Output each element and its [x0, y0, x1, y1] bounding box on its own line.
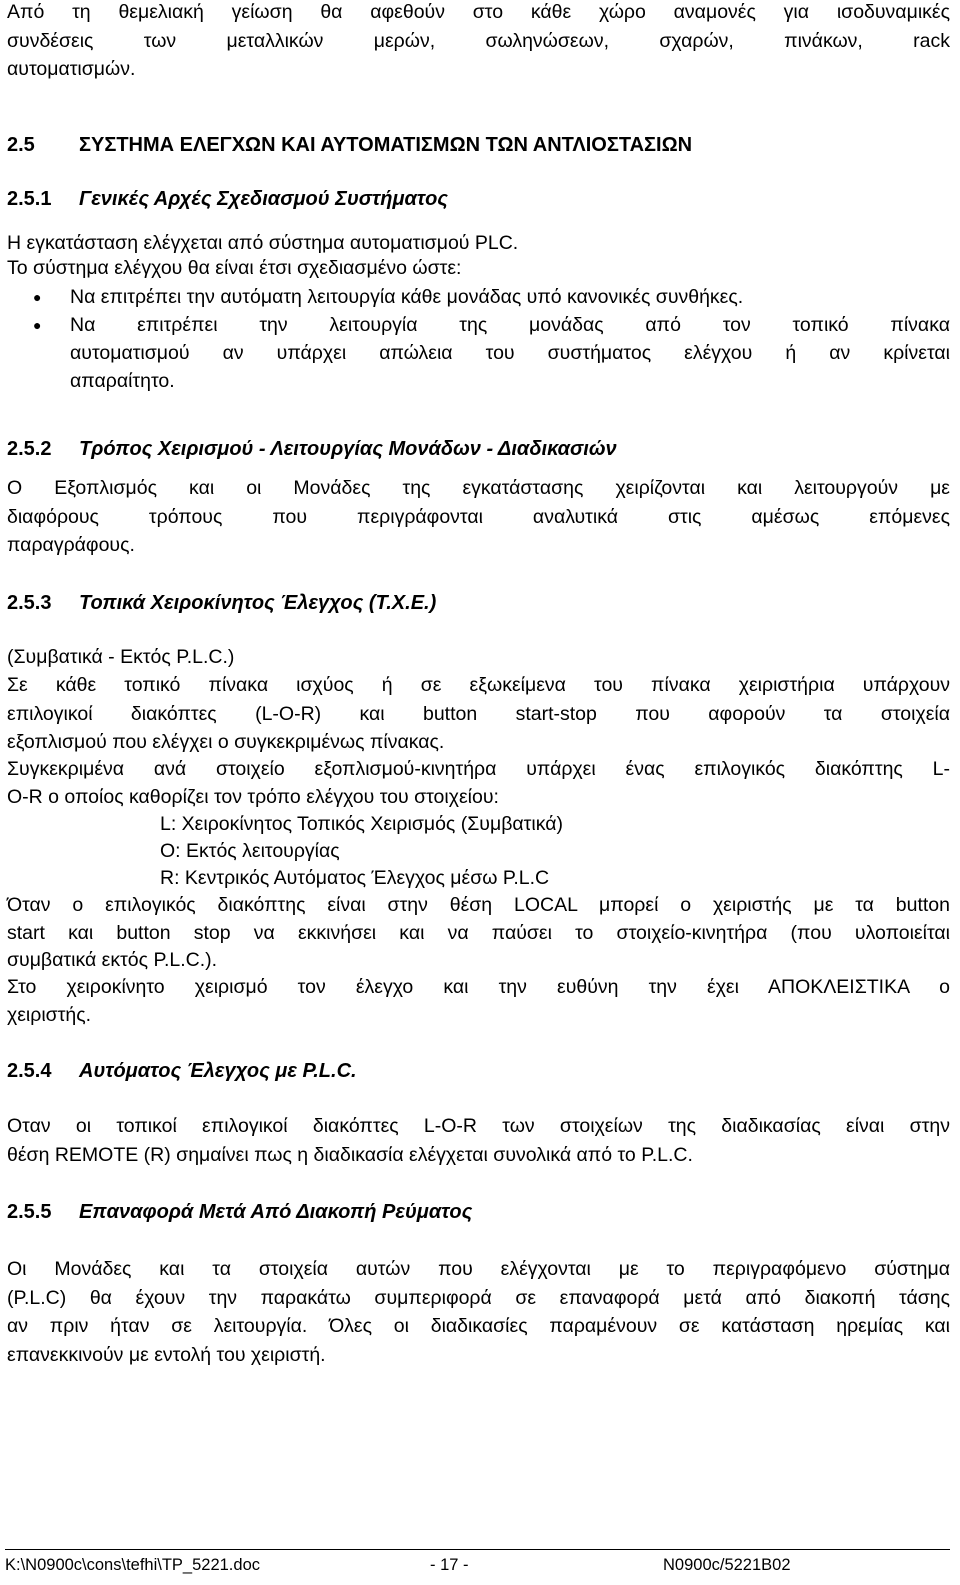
bullet-continuation: αυτοματισμού αν υπάρχει απώλεια του συστήματος ελέγχου ή αν κρίνεται	[70, 342, 950, 364]
paragraph-line: start και button stop να εκκινήσει και να παύσει το στοιχείο-κινητήρα (που υλοποιείται	[7, 922, 950, 944]
section-2-5-heading	[7, 133, 950, 157]
paragraph-line: Ο Εξοπλισμός και οι Μονάδες της εγκατάστασης χειρίζονται και λειτουργούν με	[7, 477, 950, 499]
bullet-icon: ●	[33, 289, 42, 305]
paragraph-line: θέση REMOTE (R) σημαίνει πως η διαδικασία ελέγχεται συνολικά από το P.L.C.	[7, 1144, 693, 1166]
intro-line-1: Από τη θεμελιακή γείωση θα αφεθούν στο κάθε χώρο αναμονές για ισοδυναμικές	[7, 1, 950, 23]
paragraph-line: συμβατικά εκτός P.L.C.).	[7, 949, 218, 971]
section-2-5-4-heading	[7, 1059, 950, 1083]
section-title: Τοπικά Χειροκίνητος Έλεγχος (Τ.Χ.Ε.)	[79, 592, 437, 614]
paragraph-line: Οταν οι τοπικοί επιλογικοί διακόπτες L-O-R των στοιχείων της διαδικασίας είναι στην	[7, 1115, 950, 1137]
paragraph-line: παραγράφους.	[7, 534, 135, 556]
section-number: 2.5.2	[7, 438, 52, 460]
bullet-icon: ●	[33, 317, 42, 333]
paragraph-line: (P.L.C) θα έχουν την παρακάτω συμπεριφορά σε επαναφορά μετά από διακοπή τάσης	[7, 1287, 950, 1309]
section-title: Αυτόματος Έλεγχος με P.L.C.	[79, 1060, 357, 1082]
page-footer	[5, 1549, 950, 1580]
section-title: ΣΥΣΤΗΜΑ ΕΛΕΓΧΩΝ ΚΑΙ ΑΥΤΟΜΑΤΙΣΜΩΝ ΤΩΝ ΑΝΤΛΙΟΣΤΑΣΙΩΝ	[79, 134, 693, 156]
bullet-item	[33, 285, 950, 309]
paragraph-line: Σε κάθε τοπικό πίνακα ισχύος ή σε εξωκείμενα του πίνακα χειριστήρια υπάρχουν	[7, 674, 950, 696]
paragraph-line: O-R ο οποίος καθορίζει τον τρόπο ελέγχου του στοιχείου:	[7, 786, 499, 808]
section-2-5-5-heading	[7, 1200, 950, 1224]
section-title: Επαναφορά Μετά Από Διακοπή Ρεύματος	[79, 1201, 473, 1223]
paragraph-line: Συγκεκριμένα ανά στοιχείο εξοπλισμού-κινητήρα υπάρχει ένας επιλογικός διακόπτης L-	[7, 758, 950, 780]
section-title: Τρόπος Χειρισμού - Λειτουργίας Μονάδων - Διαδικασιών	[79, 438, 617, 460]
intro-line-2: συνδέσεις των μεταλλικών μερών, σωληνώσεων, σχαρών, πινάκων, rack	[7, 30, 950, 52]
option-r: R: Κεντρικός Αυτόματος Έλεγχος μέσω P.L.C	[160, 867, 550, 889]
bullet-text: Να επιτρέπει την αυτόματη λειτουργία κάθε μονάδας υπό κανονικές συνθήκες.	[70, 286, 744, 308]
footer-file-path: K:\N0900c\cons\tefhi\TP_5221.doc	[5, 1556, 260, 1574]
option-l: L: Χειροκίνητος Τοπικός Χειρισμός (Συμβατικά)	[160, 813, 563, 835]
option-o: O: Εκτός λειτουργίας	[160, 840, 340, 862]
section-2-5-2-heading	[7, 437, 950, 461]
section-2-5-1-heading	[7, 187, 950, 211]
paragraph-line: αν πριν ήταν σε λειτουργία. Όλες οι διαδικασίες παραμένουν σε κατάσταση ηρεμίας και	[7, 1315, 950, 1337]
bullet-text: Να επιτρέπει την λειτουργία της μονάδας από τον τοπικό πίνακα	[70, 314, 950, 336]
section-number: 2.5.1	[7, 188, 52, 210]
paragraph-line: Οι Μονάδες και τα στοιχεία αυτών που ελέγχονται με το περιγραφόμενο σύστημα	[7, 1258, 950, 1280]
paragraph-line: χειριστής.	[7, 1004, 92, 1026]
paragraph-line: εξοπλισμού που ελέγχει ο συγκεκριμένως πίνακας.	[7, 731, 445, 753]
paragraph: Το σύστημα ελέγχου θα είναι έτσι σχεδιασμένο ώστε:	[7, 257, 462, 279]
section-number: 2.5.4	[7, 1060, 52, 1082]
footer-page-number: - 17 -	[430, 1556, 469, 1574]
bullet-continuation: απαραίτητο.	[70, 370, 175, 392]
intro-line-3: αυτοματισμών.	[7, 58, 136, 80]
paragraph-line: Στο χειροκίνητο χειρισμό τον έλεγχο και την ευθύνη την έχει ΑΠΟΚΛΕΙΣΤΙΚΑ ο	[7, 976, 950, 998]
section-2-5-3-heading	[7, 591, 950, 615]
section-title: Γενικές Αρχές Σχεδιασμού Συστήματος	[79, 188, 448, 210]
section-number: 2.5	[7, 134, 35, 156]
paragraph-line: Όταν ο επιλογικός διακόπτης είναι στην θέση LOCAL μπορεί ο χειριστής με τα button	[7, 894, 950, 916]
paragraph-line: διαφόρους τρόπους που περιγράφονται αναλυτικά στις αμέσως επόμενες	[7, 506, 950, 528]
bullet-item	[33, 313, 950, 337]
paragraph-line: επιλογικοί διακόπτες (L-O-R) και button start-stop που αφορούν τα στοιχεία	[7, 703, 950, 725]
section-number: 2.5.3	[7, 592, 52, 614]
subtitle: (Συμβατικά - Εκτός P.L.C.)	[7, 646, 235, 668]
footer-doc-code: N0900c/5221B02	[663, 1556, 791, 1574]
paragraph-line: επανεκκινούν με εντολή του χειριστή.	[7, 1344, 326, 1366]
paragraph: Η εγκατάσταση ελέγχεται από σύστημα αυτοματισμού PLC.	[7, 232, 519, 254]
section-number: 2.5.5	[7, 1201, 52, 1223]
